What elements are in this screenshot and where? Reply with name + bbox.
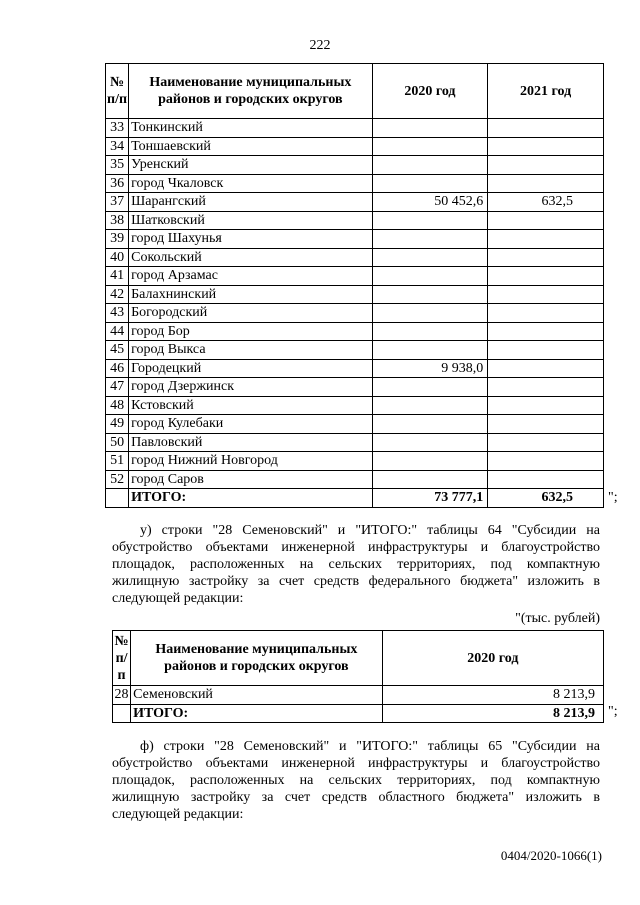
table-header-row xyxy=(113,631,604,686)
row-name: Уренский xyxy=(129,156,372,175)
amendment-paragraph-f: ф) строки "28 Семеновский" и "ИТОГО:" таблицы 65 "Субсидии на обустройство объектами инженерной инфраструктуры и благоустройство площадок, расположенных на сельских территориях, под компактную жилищную застройку за счет средств областного бюджета" изложить в следующей редакции: xyxy=(112,739,600,822)
row-2021 xyxy=(488,341,604,360)
header-num: № п/п xyxy=(113,631,131,686)
row-2020 xyxy=(372,452,488,471)
total-2020: 73 777,1 xyxy=(372,489,488,508)
amendment-paragraph-y: у) строки "28 Семеновский" и "ИТОГО:" таблицы 64 "Субсидии на обустройство объектами инженерной инфраструктуры и благоустройство площадок, расположенных на сельских территориях, под компактную жилищную застройку за счет средств федерального бюджета" изложить в следующей редакции: xyxy=(112,523,600,606)
row-num: 41 xyxy=(106,267,129,286)
table-row xyxy=(106,396,604,415)
table-row xyxy=(106,433,604,452)
table-row xyxy=(106,359,604,378)
header-2020: 2020 год xyxy=(382,631,603,686)
total-num-cell xyxy=(113,704,131,723)
row-2021 xyxy=(488,396,604,415)
table-row xyxy=(106,211,604,230)
header-name: Наименование муниципальных районов и городских округов xyxy=(129,64,372,119)
row-name: город Дзержинск xyxy=(129,378,372,397)
row-num: 46 xyxy=(106,359,129,378)
row-2021 xyxy=(488,267,604,286)
row-2020 xyxy=(372,415,488,434)
table-row xyxy=(106,304,604,323)
row-2020 xyxy=(372,211,488,230)
table-row xyxy=(106,174,604,193)
row-name: город Бор xyxy=(129,322,372,341)
row-num: 44 xyxy=(106,322,129,341)
table-row xyxy=(106,248,604,267)
row-2020 xyxy=(372,341,488,360)
row-name: город Нижний Новгород xyxy=(129,452,372,471)
row-2020 xyxy=(372,174,488,193)
total-num-cell xyxy=(106,489,129,508)
row-name: Городецкий xyxy=(129,359,372,378)
total-label: ИТОГО: xyxy=(129,489,372,508)
table-row xyxy=(106,285,604,304)
row-num: 35 xyxy=(106,156,129,175)
row-2021 xyxy=(488,211,604,230)
row-name: Шатковский xyxy=(129,211,372,230)
table-row xyxy=(106,193,604,212)
row-num: 28 xyxy=(113,686,131,705)
row-name: Сокольский xyxy=(129,248,372,267)
table-row xyxy=(106,378,604,397)
table-row xyxy=(113,686,604,705)
table2-closing-quote: "; xyxy=(608,704,618,719)
row-num: 43 xyxy=(106,304,129,323)
total-row xyxy=(113,704,604,723)
row-2020 xyxy=(372,322,488,341)
table-row xyxy=(106,119,604,138)
row-2020 xyxy=(372,156,488,175)
row-num: 34 xyxy=(106,137,129,156)
row-2021 xyxy=(488,470,604,489)
row-2020 xyxy=(372,267,488,286)
unit-label: "(тыс. рублей) xyxy=(515,611,600,626)
row-2020 xyxy=(372,396,488,415)
row-2021 xyxy=(488,415,604,434)
table-row xyxy=(106,156,604,175)
total-row xyxy=(106,489,604,508)
row-2021 xyxy=(488,285,604,304)
row-num: 38 xyxy=(106,211,129,230)
row-name: Тоншаевский xyxy=(129,137,372,156)
row-2021 xyxy=(488,230,604,249)
row-2021 xyxy=(488,174,604,193)
row-num: 40 xyxy=(106,248,129,267)
row-2021 xyxy=(488,452,604,471)
table-row xyxy=(106,230,604,249)
table-row xyxy=(106,452,604,471)
header-2021: 2021 год xyxy=(488,64,604,119)
header-name: Наименование муниципальных районов и городских округов xyxy=(131,631,383,686)
row-2021 xyxy=(488,137,604,156)
header-num: № п/п xyxy=(106,64,129,119)
row-name: город Чкаловск xyxy=(129,174,372,193)
row-num: 33 xyxy=(106,119,129,138)
table-row xyxy=(106,470,604,489)
row-2021 xyxy=(488,304,604,323)
row-2020 xyxy=(372,433,488,452)
row-2020 xyxy=(372,378,488,397)
row-2021: 632,5 xyxy=(488,193,604,212)
row-name: Балахнинский xyxy=(129,285,372,304)
table-row xyxy=(106,137,604,156)
row-num: 47 xyxy=(106,378,129,397)
row-num: 37 xyxy=(106,193,129,212)
row-2020: 50 452,6 xyxy=(372,193,488,212)
row-name: Шарангский xyxy=(129,193,372,212)
table-header-row xyxy=(106,64,604,119)
row-name: город Саров xyxy=(129,470,372,489)
row-2021 xyxy=(488,359,604,378)
subsidy-table-64 xyxy=(112,630,604,723)
row-2020 xyxy=(372,304,488,323)
row-name: Богородский xyxy=(129,304,372,323)
table-row xyxy=(106,322,604,341)
row-2020 xyxy=(372,285,488,304)
total-label: ИТОГО: xyxy=(131,704,383,723)
row-num: 48 xyxy=(106,396,129,415)
row-2020 xyxy=(372,470,488,489)
row-num: 52 xyxy=(106,470,129,489)
row-2021 xyxy=(488,433,604,452)
row-2020: 8 213,9 xyxy=(382,686,603,705)
row-name: город Арзамас xyxy=(129,267,372,286)
page-number: 222 xyxy=(309,38,331,53)
row-2020 xyxy=(372,119,488,138)
row-name: город Выкса xyxy=(129,341,372,360)
row-name: Тонкинский xyxy=(129,119,372,138)
row-name: Кстовский xyxy=(129,396,372,415)
row-num: 39 xyxy=(106,230,129,249)
row-2020 xyxy=(372,137,488,156)
row-2020: 9 938,0 xyxy=(372,359,488,378)
row-2021 xyxy=(488,322,604,341)
row-num: 50 xyxy=(106,433,129,452)
total-2020: 8 213,9 xyxy=(382,704,603,723)
row-num: 51 xyxy=(106,452,129,471)
table-row xyxy=(106,415,604,434)
row-2020 xyxy=(372,230,488,249)
row-num: 36 xyxy=(106,174,129,193)
row-name: город Шахунья xyxy=(129,230,372,249)
row-2021 xyxy=(488,119,604,138)
header-2020: 2020 год xyxy=(372,64,488,119)
row-2021 xyxy=(488,248,604,267)
row-name: Павловский xyxy=(129,433,372,452)
document-code: 0404/2020-1066(1) xyxy=(500,848,602,863)
row-name: город Кулебаки xyxy=(129,415,372,434)
table-row xyxy=(106,341,604,360)
row-2021 xyxy=(488,156,604,175)
row-name: Семеновский xyxy=(131,686,383,705)
total-2021: 632,5 xyxy=(488,489,604,508)
table-row xyxy=(106,267,604,286)
row-2020 xyxy=(372,248,488,267)
row-num: 49 xyxy=(106,415,129,434)
subsidy-table-continued xyxy=(105,63,604,508)
row-num: 45 xyxy=(106,341,129,360)
row-num: 42 xyxy=(106,285,129,304)
row-2021 xyxy=(488,378,604,397)
table1-closing-quote: "; xyxy=(608,490,618,505)
